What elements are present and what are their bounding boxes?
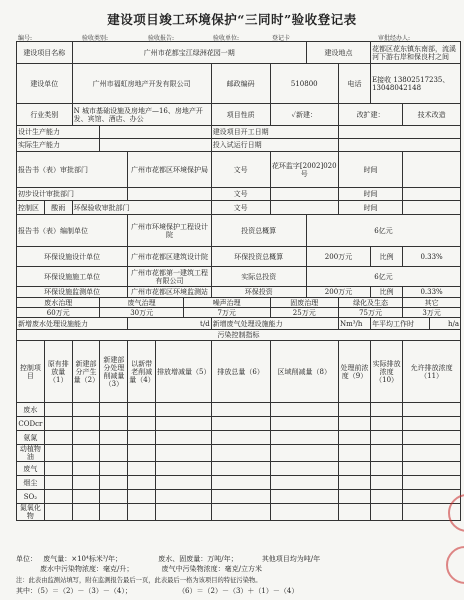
unit-label: 建设单位 xyxy=(17,64,73,104)
wastegas-cost-value: 30万元 xyxy=(100,308,183,318)
other-cost-label: 其它 xyxy=(403,298,461,308)
nature-label: 项目性质 xyxy=(211,104,270,126)
ratio1-label: 比例 xyxy=(371,247,403,267)
header-number: 编号: xyxy=(18,35,33,42)
nature-new: ✓新建： xyxy=(270,104,338,126)
ratio2-label: 比例 xyxy=(371,287,403,298)
actual-capacity-label: 实际生产能力 xyxy=(17,139,100,152)
new-wastewater-capacity-unit: t/d xyxy=(128,318,211,330)
site-label: 建设地点 xyxy=(306,42,370,64)
pollution-header-total: 排放总量（6） xyxy=(211,341,270,403)
pollutant-label: 氨氮 xyxy=(17,431,45,445)
prelim-design-value xyxy=(128,188,211,201)
header-category: 验收类别: xyxy=(82,35,109,42)
pollutant-label: 废气 xyxy=(17,462,45,476)
prelim-design-label: 初步设计审批部门 xyxy=(17,188,128,201)
pollution-header-regional: 区域削减量（8） xyxy=(270,341,338,403)
pollution-section-title: 污染控制指标 xyxy=(17,330,461,341)
table-row xyxy=(17,403,461,417)
actual-capacity-value xyxy=(100,139,211,152)
env-monitor-unit-value: 广州市花都区环境监测站 xyxy=(128,287,211,298)
noise-cost-value: 7万元 xyxy=(183,308,270,318)
wastewater-cost-value: 60万元 xyxy=(17,308,100,318)
start-date-label: 建设项目开工日期 xyxy=(211,126,338,139)
wastegas-cost-label: 废气治理 xyxy=(100,298,183,308)
postcode-value: 510800 xyxy=(270,64,338,104)
pollution-header-allowed-conc: 允许排放浓度（11） xyxy=(403,341,461,403)
footer-note: 注：此表由监测站填写，附在监测报告最后一页，此表最后一格为该项目的特征污染物。 xyxy=(16,577,262,584)
trial-date-value xyxy=(338,139,460,152)
pollutant-label: 氮氧化物 xyxy=(17,504,45,521)
doc-no-value: 花环监字[2002]020号 xyxy=(270,152,338,188)
unit-value: 广州市福虹房地产开发有限公司 xyxy=(72,64,211,104)
header-report: 验收报告: xyxy=(148,35,175,42)
footer-gas-unit: 废气量：×10⁴标米³/年； xyxy=(43,555,122,563)
greening-cost-value: 75万元 xyxy=(338,308,402,318)
env-build-unit-value: 广州市花都第一建筑工程有限公司 xyxy=(128,267,211,287)
new-wastewater-capacity-label: 新增废水处理设施能力 xyxy=(17,318,128,330)
header-card: 登记卡 xyxy=(272,35,291,42)
doc-no3-label: 文号 xyxy=(211,201,270,215)
footer-unit-label: 单位： xyxy=(16,555,37,563)
actual-invest-value: 6亿元 xyxy=(306,267,460,287)
pollution-header-original: 原有排放量（1） xyxy=(44,341,72,403)
footer-other-unit: 其他项目均为吨/年 xyxy=(261,555,321,563)
ratio1-value: 0.33% xyxy=(403,247,461,267)
table-row xyxy=(17,490,461,504)
pollution-header-old-reduced: 以新带老削减量（4） xyxy=(128,341,156,403)
table-row xyxy=(17,445,461,462)
pollutant-label: CODcr xyxy=(17,417,45,431)
pollutant-label: 动植物油 xyxy=(17,445,45,462)
pollution-header-change: 排放增减量（5） xyxy=(156,341,212,403)
red-stamp-mark-lower xyxy=(446,546,464,584)
footer-gas-conc: 废气中污染物浓度：毫克/立方米 xyxy=(161,565,262,573)
time2-value xyxy=(403,188,461,201)
phone-label: 电话 xyxy=(338,64,370,104)
time3-label: 时间 xyxy=(338,201,402,215)
other-cost-value: 3万元 xyxy=(403,308,461,318)
footer-water-unit: 废水、固废量：万吨/年； xyxy=(158,555,238,563)
nature-tech: 技术改造 xyxy=(403,104,461,126)
nature-modify: 改扩建： xyxy=(338,104,402,126)
time-label: 时间 xyxy=(338,152,402,188)
trial-date-label: 投入试运行日期 xyxy=(211,139,338,152)
noise-cost-label: 噪声治理 xyxy=(183,298,270,308)
env-design-unit-value: 广州市花都区建筑设计院 xyxy=(128,247,211,267)
form-title: 建设项目竣工环境保护“三同时”验收登记表 xyxy=(107,12,357,27)
table-row xyxy=(17,462,461,476)
industry-value: N 城市基础设施及房地产—16、房地产开发、宾馆、酒店、办公 xyxy=(72,104,211,126)
pollution-header-before-conc: 处理前浓度（9） xyxy=(338,341,370,403)
footer-formula-6: （6）＝（2）－（3）＋（1）－（4） xyxy=(178,587,299,595)
registration-table xyxy=(16,41,461,521)
control-zone-label: 控制区 xyxy=(17,201,45,215)
report-approval-dept: 广州市花都区环境保护局 xyxy=(128,152,211,188)
solidwaste-cost-value: 25万元 xyxy=(270,308,338,318)
env-build-unit-label: 环保设施施工单位 xyxy=(17,267,128,287)
pollution-header-item: 控制项目 xyxy=(17,341,45,403)
pollutant-label: SO₂ xyxy=(17,490,45,504)
footer-formula-line xyxy=(16,586,298,596)
header-officer: 审批经办人: xyxy=(378,35,411,42)
new-wastegas-capacity-label: 新增废气处理设施能力 xyxy=(211,318,338,330)
table-row xyxy=(17,476,461,490)
annual-hours-label: 年平均工作时 xyxy=(371,318,430,330)
solidwaste-cost-label: 固废治理 xyxy=(270,298,338,308)
doc-no-label: 文号 xyxy=(211,152,270,188)
footer-formula-5: 其中：（5）＝（2）－（3）－（4）； xyxy=(16,587,132,595)
time2-label: 时间 xyxy=(338,188,402,201)
time3-value xyxy=(403,201,461,215)
env-invest2-label: 环保投资 xyxy=(211,287,306,298)
annual-hours-unit: h/a xyxy=(429,318,460,330)
project-name-label: 建设项目名称 xyxy=(17,42,73,64)
ratio2-value: 0.33% xyxy=(403,287,461,298)
pollutant-label: 废水 xyxy=(17,403,45,417)
industry-label: 行业类别 xyxy=(17,104,73,126)
doc-no2-label: 文号 xyxy=(211,188,270,201)
greening-cost-label: 绿化及生态 xyxy=(338,298,402,308)
table-row xyxy=(17,431,461,445)
pollution-header-row xyxy=(17,341,461,403)
env-invest2-value: 200万元 xyxy=(306,287,370,298)
doc-no3-value xyxy=(270,201,338,215)
footer-conc-line xyxy=(40,564,262,574)
postcode-label: 邮政编码 xyxy=(211,64,270,104)
control-zone-value: 酸雨 xyxy=(44,201,72,215)
total-invest-value: 6亿元 xyxy=(306,215,460,247)
table-row xyxy=(17,504,461,521)
report-editor-value: 广州市环境保护工程设计院 xyxy=(128,215,211,247)
footer-units-line xyxy=(16,554,320,564)
table-row xyxy=(17,417,461,431)
env-invest-label: 环保投资总概算 xyxy=(211,247,306,267)
phone-value: E接收 13802517235、13048042148 xyxy=(371,64,461,104)
start-date-value xyxy=(338,126,460,139)
report-approval-label: 报告书（表）审批部门 xyxy=(17,152,128,188)
design-capacity-value xyxy=(100,126,211,139)
header-unit: 验收单位: xyxy=(213,35,240,42)
env-design-unit-label: 环保设施设计单位 xyxy=(17,247,128,267)
project-name-value: 广州市花都宝江绿洲花园一期 xyxy=(72,42,306,64)
actual-invest-label: 实际总投资 xyxy=(211,267,306,287)
pollutant-label: 烟尘 xyxy=(17,476,45,490)
footer-water-conc: 废水中污染物浓度：毫克/升； xyxy=(40,565,134,573)
report-editor-label: 报告书（表）编制单位 xyxy=(17,215,128,247)
wastewater-cost-label: 废水治理 xyxy=(17,298,100,308)
pollution-header-new-reduced: 新建部分处理削减量（3） xyxy=(100,341,128,403)
pollution-header-actual-conc: 实际排放浓度（10） xyxy=(371,341,403,403)
design-capacity-label: 设计生产能力 xyxy=(17,126,100,139)
time-value xyxy=(403,152,461,188)
env-approval-label: 环保验收审批部门 xyxy=(72,201,211,215)
new-wastegas-capacity-unit: Nm³/h xyxy=(338,318,370,330)
env-invest-value: 200万元 xyxy=(306,247,370,267)
total-invest-label: 投资总概算 xyxy=(211,215,306,247)
env-monitor-unit-label: 环保设施监测单位 xyxy=(17,287,128,298)
doc-no2-value xyxy=(270,188,338,201)
pollution-header-new-produced: 新建部分产生量（2） xyxy=(72,341,100,403)
site-value: 花都区花东镇东南部，流溪河下游右岸和保良村之间 xyxy=(371,42,461,64)
